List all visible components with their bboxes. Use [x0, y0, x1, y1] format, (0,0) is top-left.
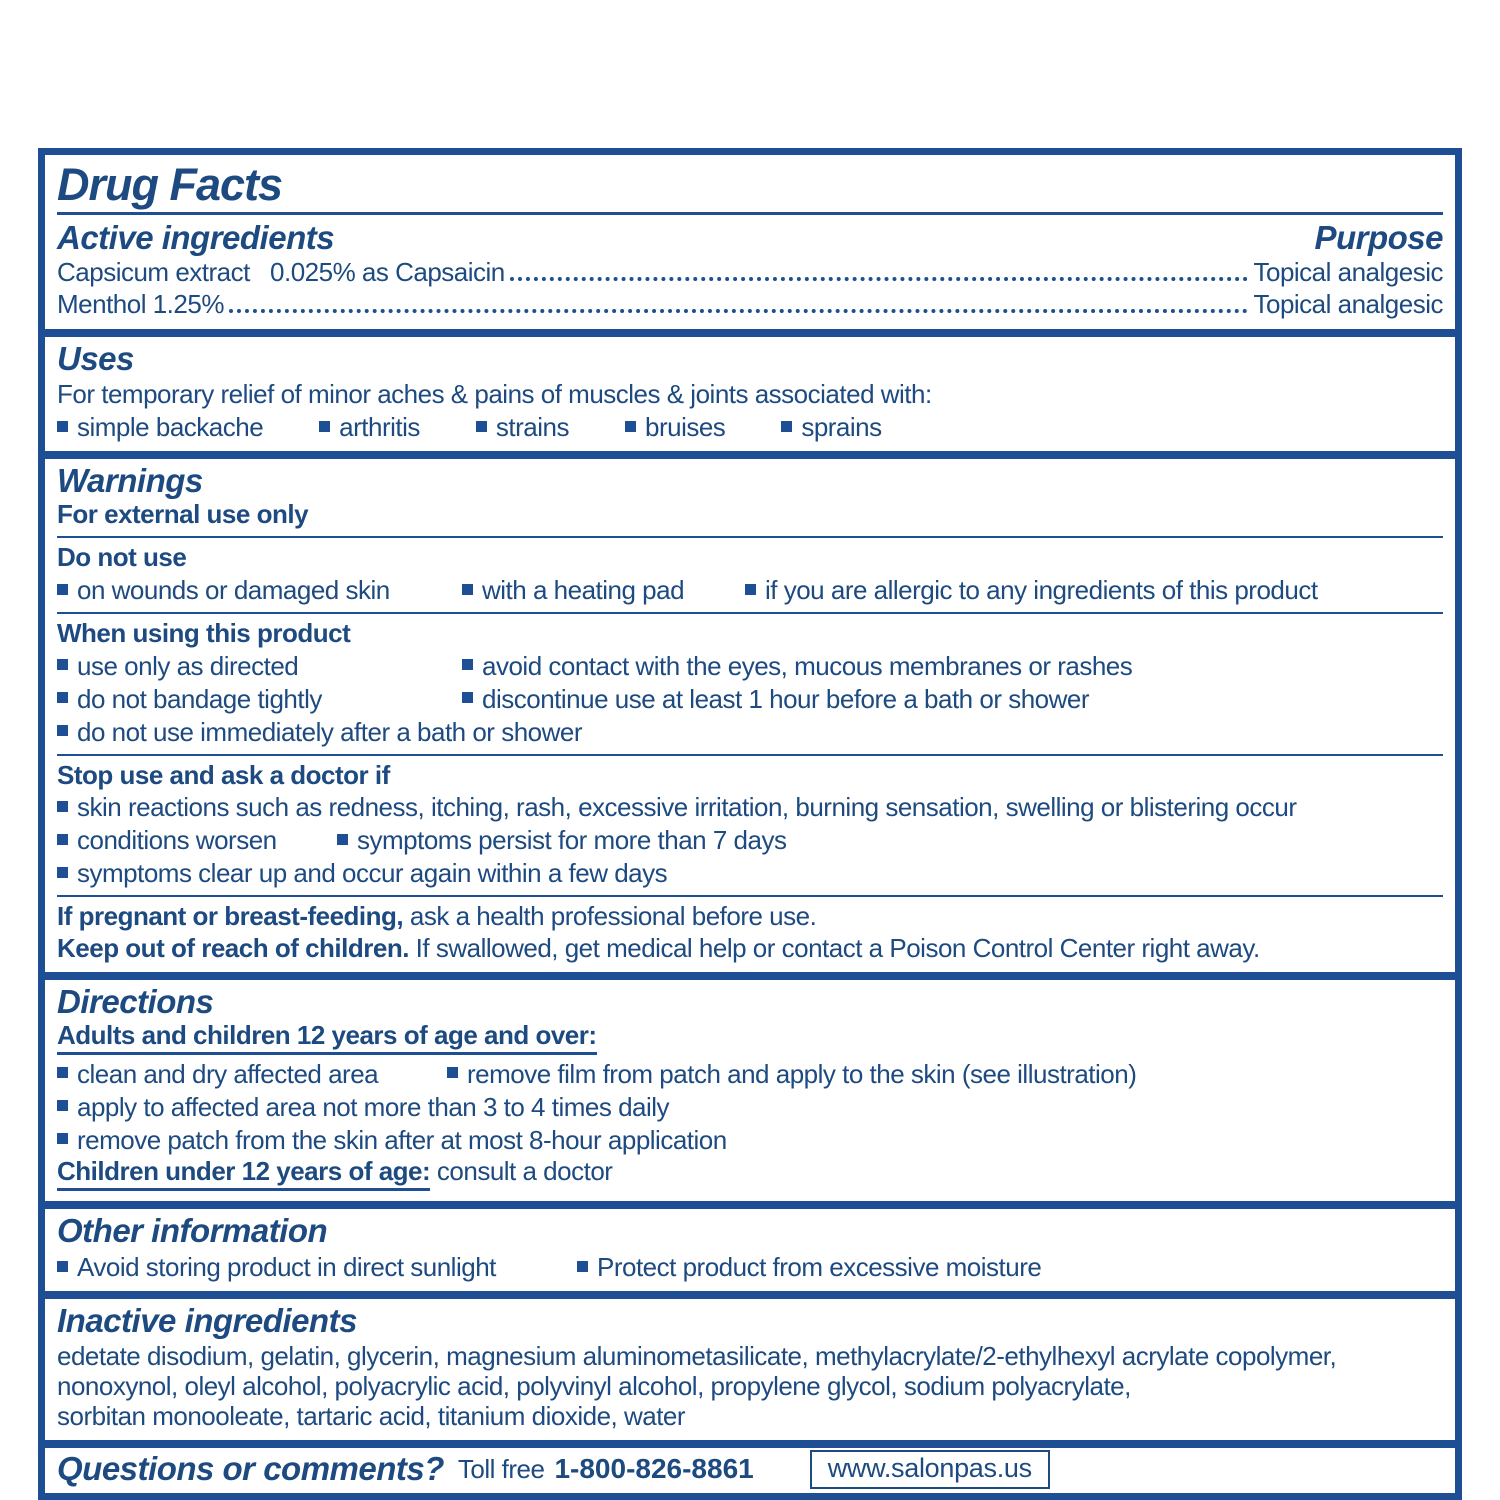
title-rule [57, 212, 1443, 215]
active-ingredients-heading: Active ingredients [57, 219, 335, 257]
section-warnings [45, 459, 1455, 972]
bullet-text: simple backache [77, 412, 264, 443]
list-item [57, 576, 462, 606]
bullet-icon [57, 801, 68, 812]
list-item [57, 1093, 669, 1123]
list-item [447, 1060, 1136, 1090]
bullet-icon [57, 725, 68, 736]
list-item [462, 576, 745, 606]
bullet-icon [447, 1067, 458, 1078]
bullet-text: avoid contact with the eyes, mucous membranes or rashes [482, 650, 1133, 681]
list-item [57, 413, 263, 443]
bullet-icon [462, 659, 473, 670]
list-item [57, 685, 462, 715]
bullet-text: with a heating pad [482, 575, 685, 606]
bullet-icon [57, 659, 68, 670]
bullet-text: if you are allergic to any ingredients of this product [765, 575, 1318, 606]
bullet-icon [57, 1133, 68, 1144]
website-box: www.salonpas.us [810, 1450, 1050, 1489]
external-use-subhead: For external use only [57, 499, 309, 530]
bullet-text: clean and dry affected area [77, 1058, 379, 1089]
section-header [45, 155, 1455, 329]
children-subhead: Children under 12 years of age: [57, 1157, 430, 1191]
bullet-icon [57, 692, 68, 703]
list-item [577, 1253, 1041, 1283]
bullet-icon [745, 584, 756, 595]
bullet-text: sprains [801, 412, 882, 443]
section-divider [45, 1440, 1455, 1448]
bullet-text: apply to affected area not more than 3 to 4 times daily [77, 1091, 670, 1122]
bullet-icon [57, 1261, 68, 1272]
bullet-text: on wounds or damaged skin [77, 575, 390, 606]
uses-intro: For temporary relief of minor aches & pains of muscles & joints associated with: [57, 378, 932, 409]
bullet-text: do not use immediately after a bath or shower [77, 716, 583, 747]
section-divider [45, 1291, 1455, 1299]
list-item [476, 413, 569, 443]
adults-subhead: Adults and children 12 years of age and over: [57, 1021, 597, 1055]
when-using-subhead: When using this product [57, 618, 351, 648]
ingredient-row [57, 257, 1443, 289]
children-note [57, 934, 1443, 964]
list-item [57, 1060, 447, 1090]
bullet-icon [57, 1100, 68, 1111]
children-directions-text: consult a doctor [430, 1156, 613, 1187]
children-directions [57, 1157, 1443, 1193]
uses-heading: Uses [57, 339, 134, 377]
warnings-heading: Warnings [57, 462, 203, 500]
bullet-icon [476, 421, 487, 432]
bullet-icon [57, 584, 68, 595]
pregnant-rest: ask a health professional before use. [403, 901, 817, 932]
subsection-rule [57, 536, 1443, 538]
bullet-icon [57, 1067, 68, 1078]
bullet-text: skin reactions such as redness, itching, rash, excessive irritation, burning sensation, swelling or blistering occur [77, 792, 1297, 823]
list-item [57, 826, 337, 856]
list-item [57, 859, 667, 889]
list-item [319, 413, 420, 443]
list-item [781, 413, 881, 443]
questions-heading: Questions or comments? [57, 1450, 444, 1488]
bullet-text: use only as directed [77, 650, 299, 681]
bullet-icon [57, 867, 68, 878]
list-item [625, 413, 725, 443]
pregnant-note [57, 902, 1443, 932]
bullet-text: strains [495, 412, 569, 443]
inactive-ingredients-line: edetate disodium, gelatin, glycerin, magnesium aluminometasilicate, methylacrylate/2-ethylhexyl acrylate copolymer, [57, 1341, 1337, 1372]
section-divider [45, 1201, 1455, 1209]
inactive-ingredients-line: sorbitan monooleate, tartaric acid, titanium dioxide, water [57, 1400, 686, 1431]
bullet-text: remove film from patch and apply to the skin (see illustration) [467, 1058, 1137, 1089]
bullet-text: symptoms persist for more than 7 days [357, 825, 787, 856]
bullet-icon [319, 421, 330, 432]
bullet-text: remove patch from the skin after at most 8-hour application [77, 1124, 727, 1155]
bullet-icon [57, 834, 68, 845]
directions-heading: Directions [57, 982, 214, 1020]
inactive-ingredients-line: nonoxynol, oleyl alcohol, polyacrylic acid, polyvinyl alcohol, propylene glycol, sodium polyacrylate, [57, 1371, 1131, 1401]
toll-free-label: Toll free [457, 1453, 545, 1484]
bullet-text: Avoid storing product in direct sunlight [77, 1252, 496, 1283]
subsection-rule [57, 895, 1443, 897]
stop-use-subhead: Stop use and ask a doctor if [57, 759, 390, 790]
pregnant-bold: If pregnant or breast-feeding, [57, 901, 404, 932]
ingredient-row [57, 289, 1443, 321]
inactive-ingredients-heading: Inactive ingredients [57, 1302, 357, 1340]
dot-leader [229, 309, 1249, 313]
section-divider [45, 972, 1455, 980]
section-questions [45, 1448, 1455, 1493]
list-item [462, 685, 1089, 715]
list-item [57, 652, 462, 682]
ingredient-purpose: Topical analgesic [1253, 257, 1443, 288]
subsection-rule [57, 612, 1443, 614]
section-divider [45, 451, 1455, 459]
section-directions [45, 980, 1455, 1201]
ingredient-purpose: Topical analgesic [1253, 288, 1443, 319]
list-item [57, 718, 582, 748]
section-divider [45, 329, 1455, 337]
children-rest: If swallowed, get medical help or contact a Poison Control Center right away. [408, 933, 1260, 964]
bullet-icon [577, 1261, 588, 1272]
phone-number: 1-800-826-8861 [554, 1453, 754, 1485]
section-other-information [45, 1209, 1455, 1291]
list-item [462, 652, 1132, 682]
other-information-heading: Other information [57, 1212, 328, 1250]
bullet-icon [57, 421, 68, 432]
subsection-rule [57, 754, 1443, 756]
bullet-text: Protect product from excessive moisture [597, 1252, 1042, 1283]
drug-facts-label [38, 148, 1462, 1500]
list-item [745, 576, 1318, 606]
list-item [57, 1126, 727, 1156]
section-inactive-ingredients [45, 1299, 1455, 1440]
bullet-icon [462, 584, 473, 595]
bullet-text: bruises [644, 412, 726, 443]
dot-leader [510, 277, 1249, 281]
list-item [57, 793, 1297, 823]
purpose-heading: Purpose [1314, 219, 1443, 257]
bullet-text: conditions worsen [77, 825, 277, 856]
ingredient-name: Capsicum extract 0.025% as Capsaicin [57, 257, 505, 288]
bullet-icon [625, 421, 636, 432]
page-title: Drug Facts [57, 159, 283, 210]
ingredient-name: Menthol 1.25% [57, 288, 224, 319]
bullet-text: arthritis [339, 412, 420, 443]
list-item [337, 826, 786, 856]
bullet-text: discontinue use at least 1 hour before a bath or shower [482, 683, 1090, 714]
section-uses [45, 337, 1455, 452]
do-not-use-subhead: Do not use [57, 542, 187, 573]
bullet-icon [337, 834, 348, 845]
list-item [57, 1253, 577, 1283]
children-bold: Keep out of reach of children. [57, 933, 409, 964]
bullet-icon [781, 421, 792, 432]
bullet-icon [462, 692, 473, 703]
bullet-text: do not bandage tightly [77, 683, 322, 714]
bullet-text: symptoms clear up and occur again within a few days [77, 858, 668, 889]
